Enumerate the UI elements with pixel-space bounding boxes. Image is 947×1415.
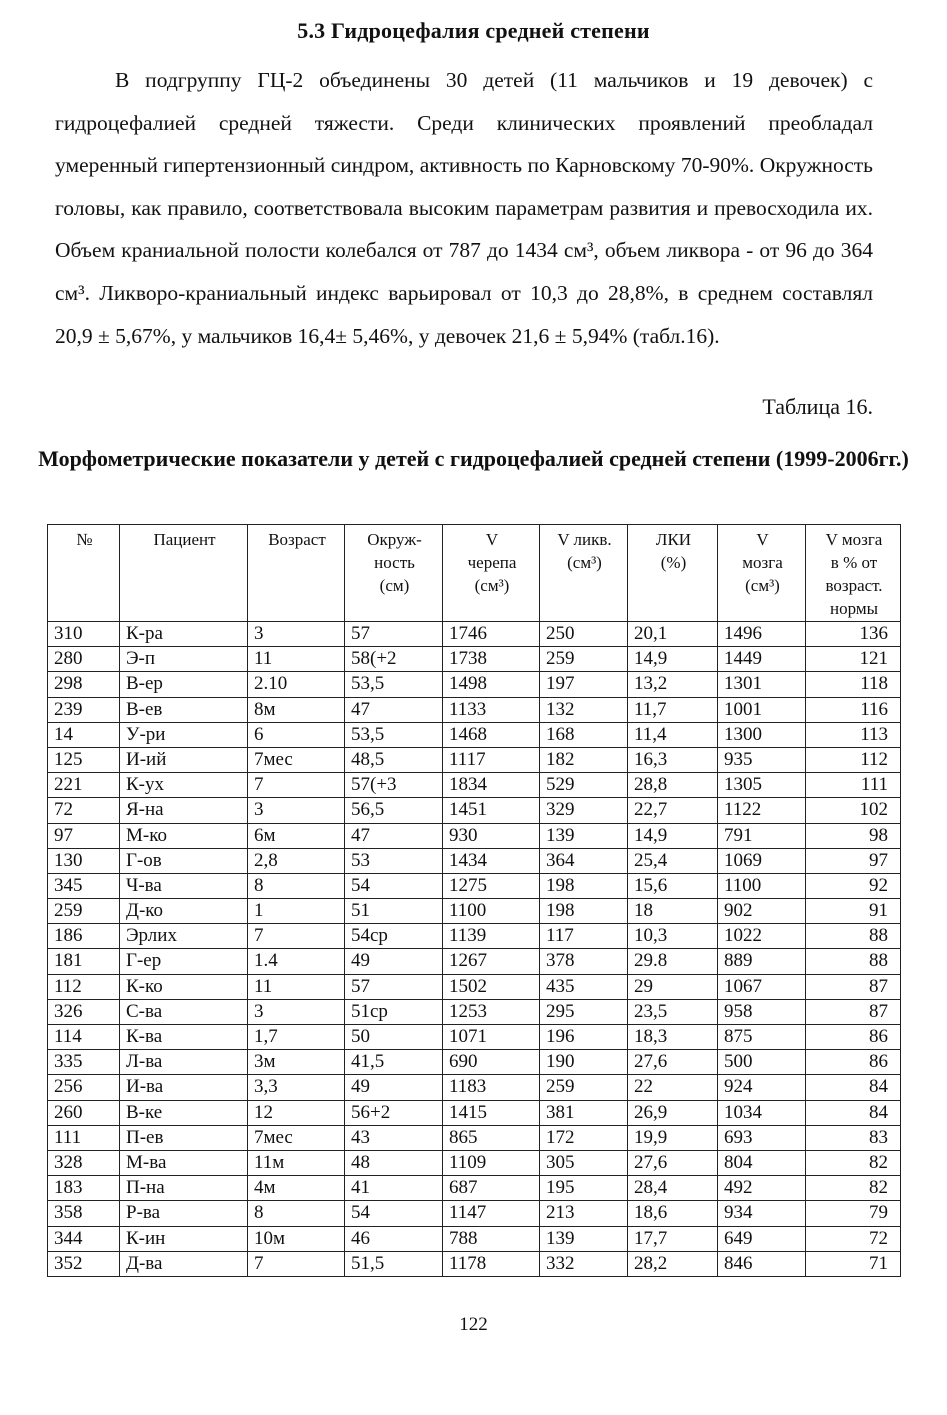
cell-brain-volume: 1449	[718, 647, 806, 672]
cell-lki: 28,2	[628, 1251, 718, 1276]
cell-liquor-volume: 259	[540, 1075, 628, 1100]
cell-skull-volume: 1133	[443, 697, 540, 722]
cell-patient: М-ва	[120, 1150, 248, 1175]
cell-age: 1	[248, 899, 345, 924]
cell-brain-volume: 693	[718, 1125, 806, 1150]
cell-brain-volume: 958	[718, 999, 806, 1024]
cell-brain-volume: 846	[718, 1251, 806, 1276]
cell-lki: 15,6	[628, 873, 718, 898]
cell-brain-volume: 500	[718, 1050, 806, 1075]
cell-age: 1,7	[248, 1025, 345, 1050]
cell-age: 7мес	[248, 747, 345, 772]
cell-brain-volume: 1122	[718, 798, 806, 823]
cell-age: 11	[248, 647, 345, 672]
table-row	[48, 697, 901, 722]
cell-skull-volume: 1434	[443, 848, 540, 873]
cell-skull-volume: 1415	[443, 1100, 540, 1125]
cell-patient: И-ва	[120, 1075, 248, 1100]
cell-patient: М-ко	[120, 823, 248, 848]
cell-age: 7мес	[248, 1125, 345, 1150]
cell-brain-percent: 98	[806, 823, 901, 848]
cell-skull-volume: 1502	[443, 974, 540, 999]
cell-skull-volume: 1109	[443, 1150, 540, 1175]
cell-circumference: 48,5	[345, 747, 443, 772]
cell-num: 256	[48, 1075, 120, 1100]
cell-liquor-volume: 332	[540, 1251, 628, 1276]
cell-num: 14	[48, 722, 120, 747]
cell-circumference: 53,5	[345, 672, 443, 697]
cell-brain-percent: 82	[806, 1176, 901, 1201]
cell-brain-volume: 1496	[718, 622, 806, 647]
table-row	[48, 798, 901, 823]
table-row	[48, 622, 901, 647]
cell-brain-volume: 1034	[718, 1100, 806, 1125]
cell-lki: 18,3	[628, 1025, 718, 1050]
cell-num: 298	[48, 672, 120, 697]
cell-skull-volume: 930	[443, 823, 540, 848]
cell-age: 2.10	[248, 672, 345, 697]
table-row	[48, 1125, 901, 1150]
cell-brain-percent: 113	[806, 722, 901, 747]
cell-skull-volume: 1071	[443, 1025, 540, 1050]
header-brain-percent: V мозга в % от возраст. нормы	[806, 525, 901, 622]
cell-skull-volume: 1498	[443, 672, 540, 697]
cell-age: 6м	[248, 823, 345, 848]
cell-circumference: 56+2	[345, 1100, 443, 1125]
cell-circumference: 50	[345, 1025, 443, 1050]
cell-brain-percent: 88	[806, 924, 901, 949]
cell-age: 11	[248, 974, 345, 999]
cell-lki: 28,8	[628, 773, 718, 798]
cell-age: 4м	[248, 1176, 345, 1201]
header-skull-volume: V черепа (см³)	[443, 525, 540, 622]
cell-age: 10м	[248, 1226, 345, 1251]
cell-lki: 11,4	[628, 722, 718, 747]
cell-skull-volume: 865	[443, 1125, 540, 1150]
cell-patient: К-ко	[120, 974, 248, 999]
cell-num: 221	[48, 773, 120, 798]
morphometry-table	[47, 524, 901, 1277]
cell-patient: С-ва	[120, 999, 248, 1024]
cell-age: 3	[248, 798, 345, 823]
table-row	[48, 899, 901, 924]
cell-num: 335	[48, 1050, 120, 1075]
table-label: Таблица 16.	[762, 394, 873, 419]
cell-num: 97	[48, 823, 120, 848]
table-row	[48, 773, 901, 798]
cell-age: 1.4	[248, 949, 345, 974]
cell-num: 260	[48, 1100, 120, 1125]
header-brain-volume: V мозга (см³)	[718, 525, 806, 622]
cell-brain-volume: 1069	[718, 848, 806, 873]
cell-lki: 27,6	[628, 1150, 718, 1175]
header-lki: ЛКИ (%)	[628, 525, 718, 622]
table-row	[48, 924, 901, 949]
cell-skull-volume: 1468	[443, 722, 540, 747]
cell-num: 259	[48, 899, 120, 924]
cell-liquor-volume: 305	[540, 1150, 628, 1175]
cell-num: 310	[48, 622, 120, 647]
cell-num: 130	[48, 848, 120, 873]
cell-patient: Я-на	[120, 798, 248, 823]
cell-brain-percent: 102	[806, 798, 901, 823]
cell-circumference: 51,5	[345, 1251, 443, 1276]
cell-liquor-volume: 435	[540, 974, 628, 999]
cell-lki: 20,1	[628, 622, 718, 647]
cell-lki: 11,7	[628, 697, 718, 722]
cell-circumference: 41	[345, 1176, 443, 1201]
table-row	[48, 1025, 901, 1050]
cell-age: 3	[248, 999, 345, 1024]
cell-circumference: 47	[345, 823, 443, 848]
cell-num: 239	[48, 697, 120, 722]
cell-lki: 27,6	[628, 1050, 718, 1075]
cell-liquor-volume: 213	[540, 1201, 628, 1226]
page-number: 122	[459, 1314, 488, 1335]
cell-brain-volume: 1100	[718, 873, 806, 898]
table-row	[48, 1251, 901, 1276]
cell-skull-volume: 1147	[443, 1201, 540, 1226]
cell-liquor-volume: 529	[540, 773, 628, 798]
cell-age: 8	[248, 1201, 345, 1226]
cell-lki: 18	[628, 899, 718, 924]
cell-num: 181	[48, 949, 120, 974]
table-row	[48, 1075, 901, 1100]
table-row	[48, 823, 901, 848]
cell-skull-volume: 1267	[443, 949, 540, 974]
cell-liquor-volume: 196	[540, 1025, 628, 1050]
cell-num: 328	[48, 1150, 120, 1175]
cell-brain-volume: 935	[718, 747, 806, 772]
cell-brain-volume: 934	[718, 1201, 806, 1226]
cell-skull-volume: 690	[443, 1050, 540, 1075]
cell-brain-percent: 87	[806, 999, 901, 1024]
cell-skull-volume: 1183	[443, 1075, 540, 1100]
table-row	[48, 672, 901, 697]
cell-patient: Эрлих	[120, 924, 248, 949]
cell-liquor-volume: 117	[540, 924, 628, 949]
header-circumference: Окруж- ность (см)	[345, 525, 443, 622]
cell-brain-volume: 791	[718, 823, 806, 848]
cell-lki: 19,9	[628, 1125, 718, 1150]
cell-skull-volume: 1100	[443, 899, 540, 924]
header-patient: Пациент	[120, 525, 248, 622]
cell-age: 8м	[248, 697, 345, 722]
cell-brain-percent: 111	[806, 773, 901, 798]
header-num: №	[48, 525, 120, 622]
cell-skull-volume: 1117	[443, 747, 540, 772]
table-row	[48, 1150, 901, 1175]
header-age: Возраст	[248, 525, 345, 622]
cell-patient: У-ри	[120, 722, 248, 747]
cell-liquor-volume: 250	[540, 622, 628, 647]
cell-patient: К-ра	[120, 622, 248, 647]
cell-lki: 16,3	[628, 747, 718, 772]
cell-brain-percent: 112	[806, 747, 901, 772]
table-caption: Морфометрические показатели у детей с гидроцефалией средней степени (1999-2006гг.)	[38, 446, 909, 471]
cell-circumference: 57	[345, 622, 443, 647]
cell-brain-volume: 492	[718, 1176, 806, 1201]
cell-num: 344	[48, 1226, 120, 1251]
cell-skull-volume: 1746	[443, 622, 540, 647]
cell-age: 6	[248, 722, 345, 747]
cell-age: 7	[248, 924, 345, 949]
cell-circumference: 41,5	[345, 1050, 443, 1075]
cell-brain-volume: 924	[718, 1075, 806, 1100]
cell-liquor-volume: 168	[540, 722, 628, 747]
table-body	[48, 622, 901, 1277]
table-row	[48, 1050, 901, 1075]
cell-lki: 22	[628, 1075, 718, 1100]
cell-patient: В-ке	[120, 1100, 248, 1125]
cell-patient: К-ва	[120, 1025, 248, 1050]
cell-num: 111	[48, 1125, 120, 1150]
cell-num: 125	[48, 747, 120, 772]
table-header-row	[48, 525, 901, 622]
table-row	[48, 999, 901, 1024]
cell-liquor-volume: 378	[540, 949, 628, 974]
cell-age: 3	[248, 622, 345, 647]
cell-liquor-volume: 364	[540, 848, 628, 873]
cell-brain-volume: 875	[718, 1025, 806, 1050]
cell-liquor-volume: 381	[540, 1100, 628, 1125]
cell-patient: В-ер	[120, 672, 248, 697]
cell-circumference: 56,5	[345, 798, 443, 823]
cell-lki: 14,9	[628, 823, 718, 848]
cell-lki: 14,9	[628, 647, 718, 672]
cell-patient: К-ух	[120, 773, 248, 798]
cell-liquor-volume: 295	[540, 999, 628, 1024]
cell-circumference: 46	[345, 1226, 443, 1251]
cell-age: 12	[248, 1100, 345, 1125]
cell-num: 326	[48, 999, 120, 1024]
cell-brain-percent: 82	[806, 1150, 901, 1175]
cell-brain-percent: 86	[806, 1025, 901, 1050]
cell-patient: П-ев	[120, 1125, 248, 1150]
cell-lki: 13,2	[628, 672, 718, 697]
section-title: 5.3 Гидроцефалия средней степени	[297, 18, 650, 43]
cell-liquor-volume: 182	[540, 747, 628, 772]
cell-patient: Л-ва	[120, 1050, 248, 1075]
cell-skull-volume: 1738	[443, 647, 540, 672]
table-row	[48, 873, 901, 898]
cell-circumference: 54ср	[345, 924, 443, 949]
cell-brain-percent: 84	[806, 1100, 901, 1125]
body-paragraph: В подгруппу ГЦ-2 объединены 30 детей (11 мальчиков и 19 девочек) с гидроцефалией средней тяжести. Среди клинических проявлений преобладал умеренный гипертензионный синдром, активность по Карновскому 70-90%. Окружность головы, как правило, соответствовала высоким параметрам развития и превосходила их. Объем краниальной полости колебался от 787 до 1434 см³, объем ликвора - от 96 до 364 см³. Ликворо-краниальный индекс варьировал от 10,3 до 28,8%, в среднем составлял 20,9 ± 5,67%, у мальчиков 16,4± 5,46%, у девочек 21,6 ± 5,94% (табл.16).	[55, 68, 873, 348]
cell-patient: П-на	[120, 1176, 248, 1201]
cell-brain-percent: 83	[806, 1125, 901, 1150]
cell-num: 186	[48, 924, 120, 949]
cell-brain-volume: 649	[718, 1226, 806, 1251]
cell-skull-volume: 1275	[443, 873, 540, 898]
cell-liquor-volume: 259	[540, 647, 628, 672]
cell-circumference: 57(+3	[345, 773, 443, 798]
cell-brain-percent: 72	[806, 1226, 901, 1251]
cell-brain-percent: 71	[806, 1251, 901, 1276]
cell-circumference: 53	[345, 848, 443, 873]
cell-liquor-volume: 139	[540, 823, 628, 848]
cell-patient: И-ий	[120, 747, 248, 772]
cell-skull-volume: 1178	[443, 1251, 540, 1276]
cell-skull-volume: 687	[443, 1176, 540, 1201]
cell-brain-volume: 1001	[718, 697, 806, 722]
cell-lki: 29	[628, 974, 718, 999]
table-row	[48, 974, 901, 999]
cell-brain-percent: 92	[806, 873, 901, 898]
cell-liquor-volume: 198	[540, 899, 628, 924]
cell-brain-percent: 87	[806, 974, 901, 999]
cell-lki: 23,5	[628, 999, 718, 1024]
cell-patient: Г-ер	[120, 949, 248, 974]
cell-brain-volume: 889	[718, 949, 806, 974]
cell-patient: Ч-ва	[120, 873, 248, 898]
cell-num: 352	[48, 1251, 120, 1276]
cell-brain-volume: 1022	[718, 924, 806, 949]
cell-age: 11м	[248, 1150, 345, 1175]
cell-num: 72	[48, 798, 120, 823]
cell-patient: Р-ва	[120, 1201, 248, 1226]
cell-num: 345	[48, 873, 120, 898]
cell-brain-percent: 88	[806, 949, 901, 974]
table-row	[48, 1201, 901, 1226]
cell-lki: 26,9	[628, 1100, 718, 1125]
table-row	[48, 1226, 901, 1251]
table-row	[48, 747, 901, 772]
cell-brain-percent: 91	[806, 899, 901, 924]
cell-brain-percent: 118	[806, 672, 901, 697]
cell-patient: Г-ов	[120, 848, 248, 873]
cell-brain-percent: 116	[806, 697, 901, 722]
cell-liquor-volume: 132	[540, 697, 628, 722]
cell-circumference: 58(+2	[345, 647, 443, 672]
cell-patient: Э-п	[120, 647, 248, 672]
cell-circumference: 48	[345, 1150, 443, 1175]
table-row	[48, 722, 901, 747]
cell-brain-volume: 1300	[718, 722, 806, 747]
cell-brain-volume: 902	[718, 899, 806, 924]
cell-circumference: 43	[345, 1125, 443, 1150]
cell-lki: 17,7	[628, 1226, 718, 1251]
cell-circumference: 54	[345, 1201, 443, 1226]
cell-circumference: 54	[345, 873, 443, 898]
cell-liquor-volume: 139	[540, 1226, 628, 1251]
cell-num: 114	[48, 1025, 120, 1050]
cell-brain-volume: 1301	[718, 672, 806, 697]
cell-circumference: 53,5	[345, 722, 443, 747]
cell-brain-volume: 1305	[718, 773, 806, 798]
cell-skull-volume: 1451	[443, 798, 540, 823]
cell-brain-percent: 79	[806, 1201, 901, 1226]
cell-age: 3,3	[248, 1075, 345, 1100]
cell-num: 183	[48, 1176, 120, 1201]
cell-liquor-volume: 197	[540, 672, 628, 697]
cell-brain-percent: 97	[806, 848, 901, 873]
table-row	[48, 647, 901, 672]
cell-skull-volume: 1139	[443, 924, 540, 949]
cell-lki: 28,4	[628, 1176, 718, 1201]
cell-lki: 25,4	[628, 848, 718, 873]
table-row	[48, 1100, 901, 1125]
cell-skull-volume: 788	[443, 1226, 540, 1251]
cell-num: 112	[48, 974, 120, 999]
header-liquor-volume: V ликв. (см³)	[540, 525, 628, 622]
cell-lki: 29.8	[628, 949, 718, 974]
cell-skull-volume: 1834	[443, 773, 540, 798]
cell-num: 358	[48, 1201, 120, 1226]
cell-circumference: 47	[345, 697, 443, 722]
cell-liquor-volume: 172	[540, 1125, 628, 1150]
cell-brain-percent: 84	[806, 1075, 901, 1100]
cell-liquor-volume: 190	[540, 1050, 628, 1075]
cell-patient: Д-ко	[120, 899, 248, 924]
cell-patient: К-ин	[120, 1226, 248, 1251]
cell-age: 7	[248, 1251, 345, 1276]
cell-circumference: 51	[345, 899, 443, 924]
cell-brain-volume: 804	[718, 1150, 806, 1175]
cell-brain-percent: 121	[806, 647, 901, 672]
cell-liquor-volume: 329	[540, 798, 628, 823]
cell-lki: 10,3	[628, 924, 718, 949]
cell-age: 3м	[248, 1050, 345, 1075]
table-row	[48, 1176, 901, 1201]
cell-brain-percent: 86	[806, 1050, 901, 1075]
cell-lki: 22,7	[628, 798, 718, 823]
table-row	[48, 949, 901, 974]
cell-patient: Д-ва	[120, 1251, 248, 1276]
cell-liquor-volume: 195	[540, 1176, 628, 1201]
cell-circumference: 51ср	[345, 999, 443, 1024]
cell-num: 280	[48, 647, 120, 672]
cell-circumference: 49	[345, 949, 443, 974]
cell-patient: В-ев	[120, 697, 248, 722]
cell-liquor-volume: 198	[540, 873, 628, 898]
cell-circumference: 57	[345, 974, 443, 999]
cell-age: 8	[248, 873, 345, 898]
cell-brain-volume: 1067	[718, 974, 806, 999]
cell-brain-percent: 136	[806, 622, 901, 647]
cell-age: 7	[248, 773, 345, 798]
cell-skull-volume: 1253	[443, 999, 540, 1024]
cell-circumference: 49	[345, 1075, 443, 1100]
cell-lki: 18,6	[628, 1201, 718, 1226]
table-row	[48, 848, 901, 873]
cell-age: 2,8	[248, 848, 345, 873]
